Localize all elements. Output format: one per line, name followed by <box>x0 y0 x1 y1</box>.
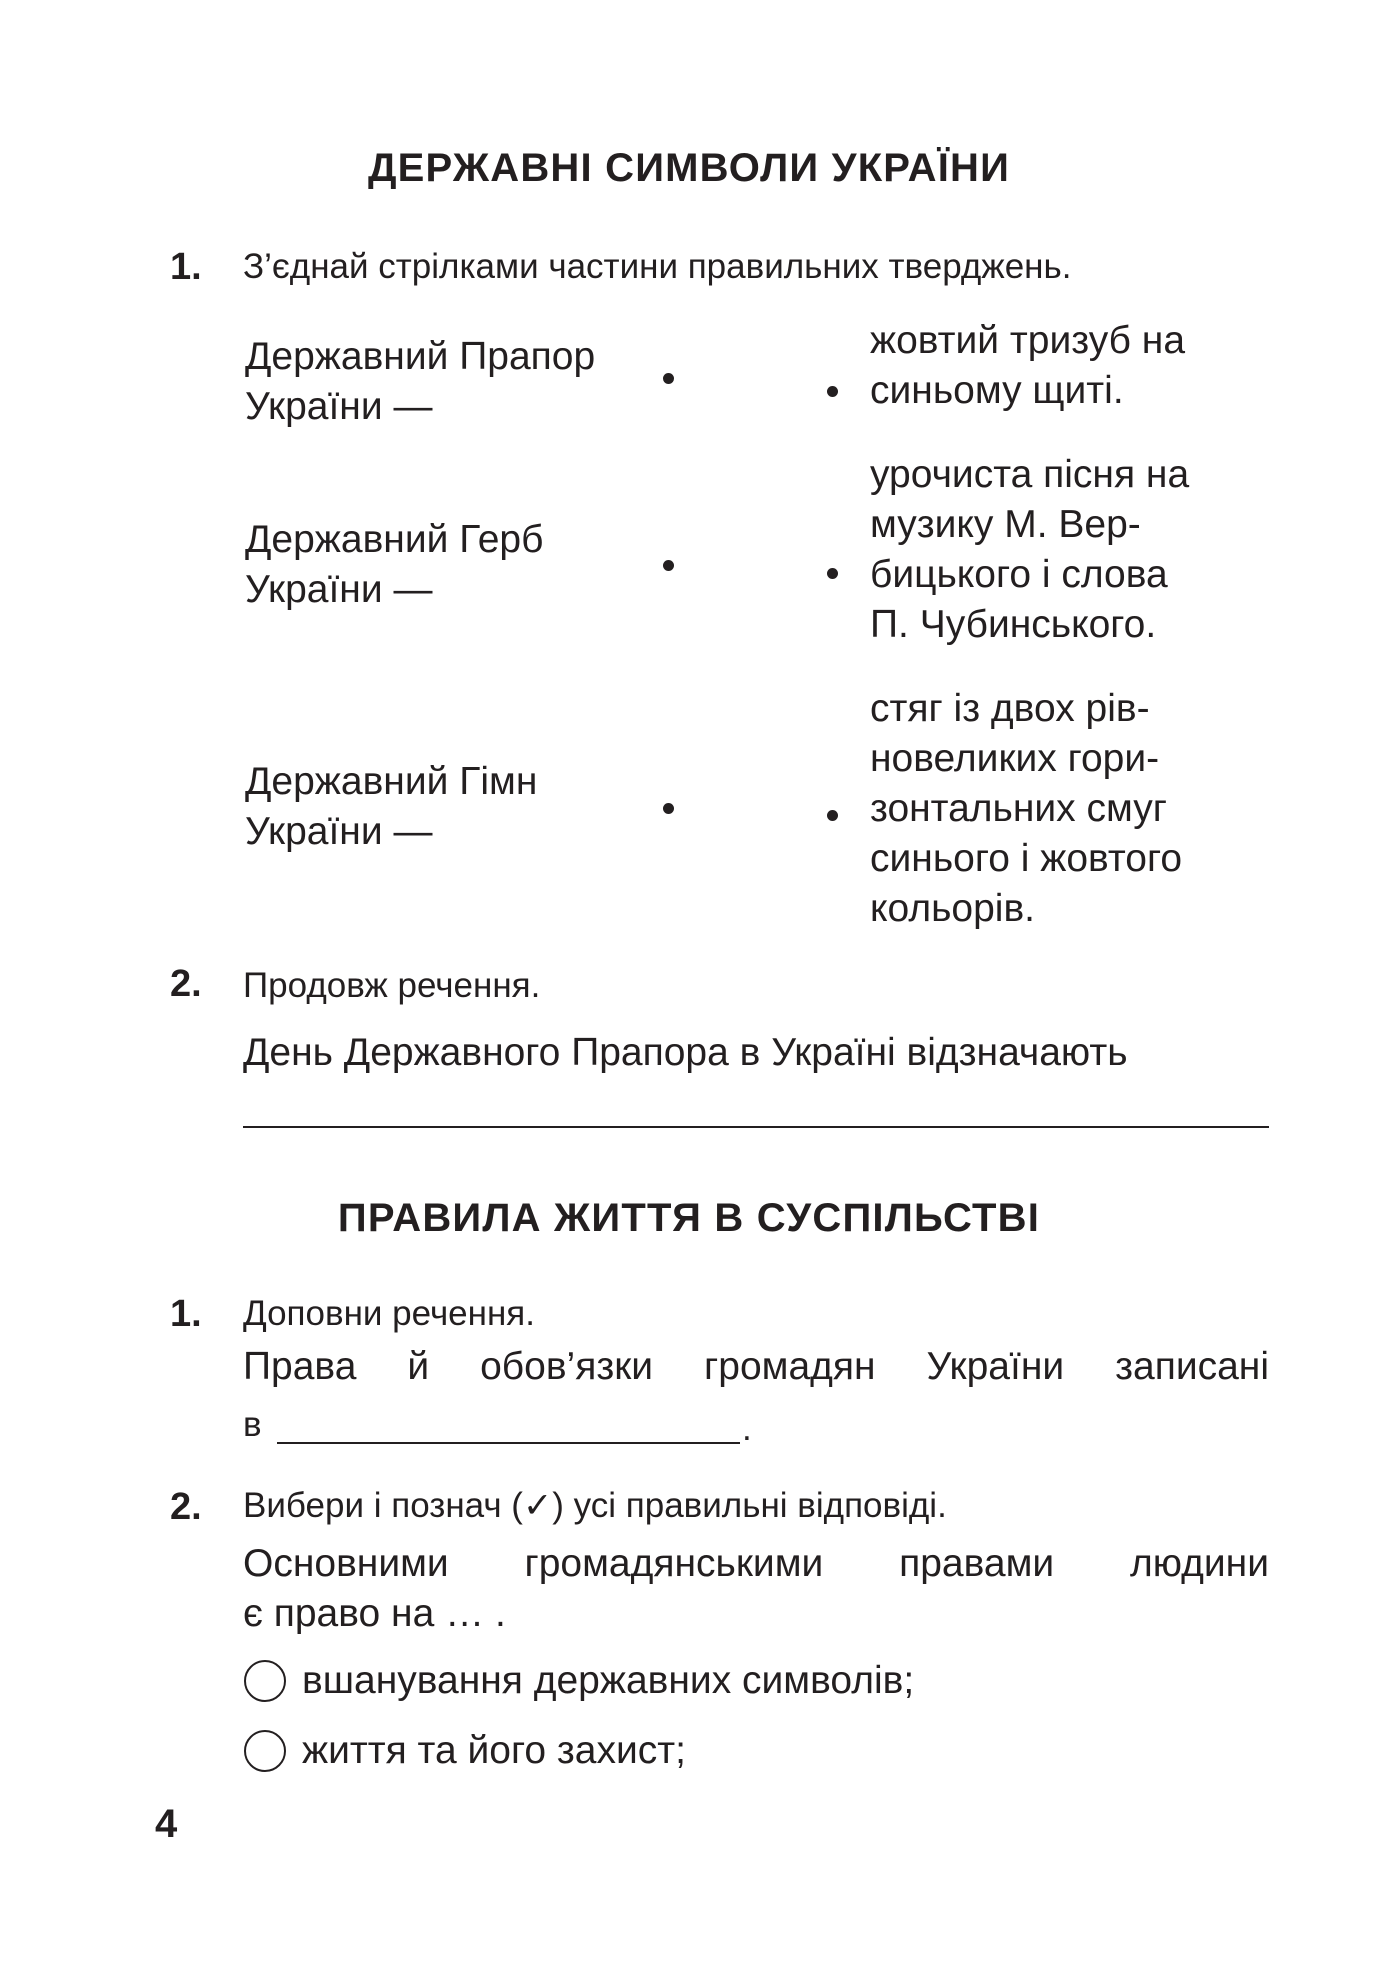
left-item-coat-of-arms: Державний Герб України — <box>245 518 544 611</box>
section2-title: ПРАВИЛА ЖИТТЯ В СУСПІЛЬСТВІ <box>337 1196 1041 1240</box>
right-connector-dot-1[interactable] <box>827 386 838 397</box>
right-item-song: урочиста пісня на музику М. Вер- бицького і слова П. Чубинського. <box>870 453 1190 646</box>
page-number: 4 <box>155 1802 178 1846</box>
sentence-text: Основними громадянськими правами людини <box>243 1542 1269 1585</box>
task-instruction: Вибери і познач (✓) усі правильні відповіді. <box>243 1486 947 1525</box>
sentence-prefix: в <box>243 1405 262 1444</box>
answer-line[interactable] <box>277 1442 740 1444</box>
task-number: 1. <box>170 246 202 288</box>
task-instruction: Доповни речення. <box>243 1294 535 1333</box>
right-item-banner: стяг із двох рів- новеликих гори- зонтальних смуг синього і жовтого кольорів. <box>870 687 1183 930</box>
option-label: вшанування державних символів; <box>302 1659 915 1702</box>
left-item-anthem: Державний Гімн України — <box>245 760 538 853</box>
task-number: 1. <box>170 1293 202 1335</box>
left-connector-dot-2[interactable] <box>663 560 674 571</box>
task-instruction: Продовж речення. <box>243 966 541 1005</box>
task-instruction: З’єднай стрілками частини правильних тверджень. <box>243 247 1072 286</box>
option-checkbox[interactable] <box>244 1730 286 1772</box>
option-checkbox[interactable] <box>244 1660 286 1702</box>
sentence-text: День Державного Прапора в Україні відзначають <box>243 1031 1128 1074</box>
left-connector-dot-3[interactable] <box>663 803 674 814</box>
section1-title: ДЕРЖАВНІ СИМВОЛИ УКРАЇНИ <box>367 146 1011 190</box>
right-connector-dot-2[interactable] <box>827 568 838 579</box>
sentence-suffix: . <box>742 1409 752 1448</box>
right-item-trident: жовтий тризуб на синьому щиті. <box>870 319 1186 412</box>
right-connector-dot-3[interactable] <box>827 810 838 821</box>
left-item-flag: Державний Прапор України — <box>245 335 596 428</box>
task-number: 2. <box>170 963 202 1005</box>
sentence-text: Права й обов’язки громадян України записані <box>243 1345 1269 1388</box>
left-connector-dot-1[interactable] <box>663 373 674 384</box>
sentence-text: є право на … . <box>243 1592 506 1635</box>
answer-line[interactable] <box>243 1126 1269 1128</box>
task-number: 2. <box>170 1486 202 1528</box>
option-label: життя та його захист; <box>302 1729 686 1772</box>
